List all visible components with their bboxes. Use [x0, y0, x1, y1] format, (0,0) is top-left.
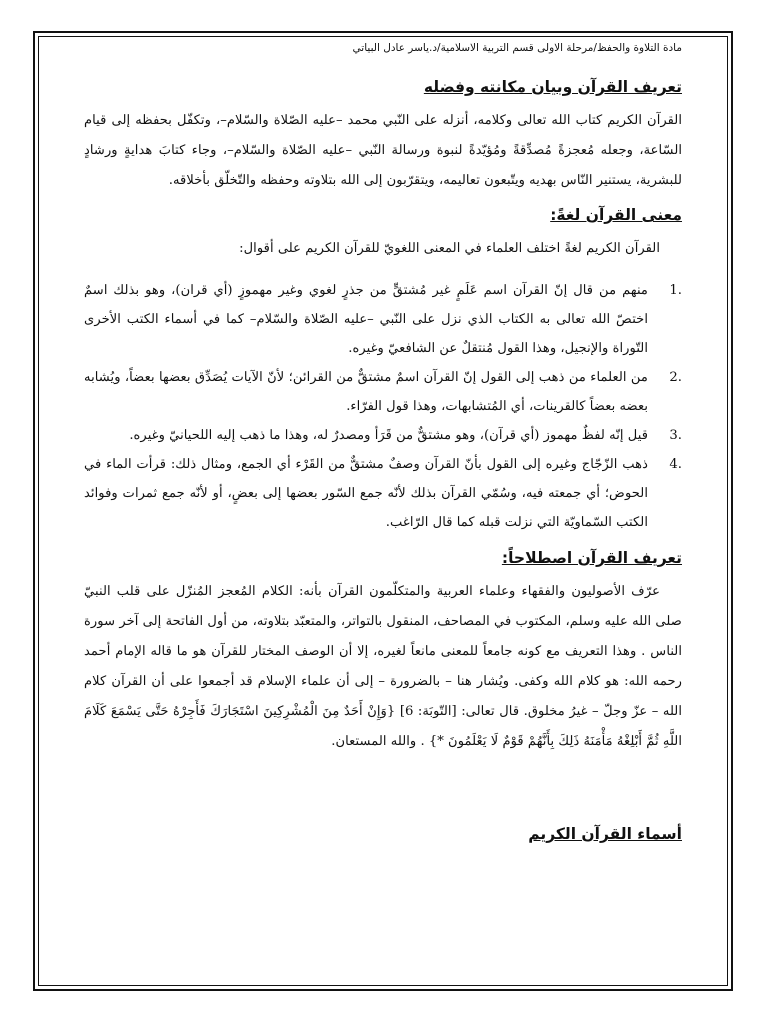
list-item-text: منهم من قال إنّ القرآن اسم عَلَمٍ غير مُشتقٍّ من جذرٍ لغوي وغير مهموزٍ (أي قران)، وهو بذلك اسمٌ اختصّ الله تعالى به الكتاب الذي نزل على النّبي –عليه الصّلاة والسّلام– كما في أسماء الكتب الأخرى التّوراة والإنجيل، وهذا القول مُنتقلٌ عن الشافعيّ وغيره.: [84, 283, 648, 356]
section-title-technical-definition: تعريف القرآن اصطلاحاً:: [501, 549, 682, 567]
spacer: [84, 767, 682, 825]
list-item: [84, 276, 682, 363]
list-item-number: 2.: [669, 370, 682, 385]
section-title-definition-and-status: تعريف القرآن وبيان مكانته وفضله: [423, 78, 682, 96]
paragraph-technical-definition: عرّف الأصوليون والفقهاء وعلماء العربية والمتكلّمون القرآن بأنه: الكلام المُعجز المُنزّل على قلب النبيّ صلى الله عليه وسلم، المكتوب في المصاحف، المنقول بالتواتر، والمتعبّد بتلاوته، من أول الفاتحة إلى آخر سورة الناس . وهذا التعريف مع كونه جامعاً للمعنى مانعاً لغيره، إلا أن الوصف المختار للقرآن هو ما قاله الإمام أحمد رحمه الله: هو كلام الله وكفى. ويُشار هنا – بالضرورة – إلى أن علماء الإسلام قد أجمعوا على أن القرآن كلام الله – عزّ وجلّ – غيرُ مخلوق. قال تعالى: [التّوبَة: 6] {وَإِنْ أَحَدٌ مِنَ الْمُشْرِكِينَ اسْتَجَارَكَ فَأَجِرْهُ حَتَّى يَسْمَعَ كَلَامَ اللَّهِ ثُمَّ أَبْلِغْهُ مَأْمَنَهُ ذَلِكَ بِأَنَّهُمْ قَوْمٌ لَا يَعْلَمُونَ *} . والله المستعان.: [84, 584, 682, 749]
paragraph-introduction: القرآن الكريم كتاب الله تعالى وكلامه، أنزله على النّبي محمد –عليه الصّلاة والسّلام–، وتكفّل بحفظه إلى قيام السّاعة، وجعله مُعجزةً مُصدِّقةً ومُؤيّدةً لنبوة ورسالة النّبي –عليه الصّلاة والسّلام–، وجاء كتابَ هدايةٍ ورشادٍ للبشرية، يستنير النّاس بهديه ويتّبعون تعاليمه، ويتقرّبون إلى الله بتلاوته وحفظه والتّخلّق بأخلاقه.: [84, 113, 682, 188]
list-item: [84, 450, 682, 537]
list-item-text: ذهب الزّجّاج وغيره إلى القول بأنّ القرآن وصفٌ مشتقٌّ من القَرْء أي الجمع، ومثال ذلك: قرأت الماء في الحوض؛ أي جمعته فيه، وسُمّي القرآن بذلك لأنّه جمع السّور بعضها إلى بعضٍ، أو لأنّه جمع ثمرات وفوائد الكتب السّماويّة التي نزلت قبله كما قال الرّاغب.: [84, 457, 648, 530]
document-body: [84, 42, 682, 853]
list-item-text: قيل إنّه لفظٌ مهموز (أي قرآن)، وهو مشتقٌّ من قَرَأ ومصدرٌ له، وهذا ما ذهب إليه اللحيانيّ وغيره.: [129, 428, 648, 443]
section-title-linguistic-meaning: معنى القرآن لغةً:: [550, 206, 682, 224]
document-header: مادة التلاوة والحفظ/مرحلة الاولى قسم التربية الاسلامية/د.ياسر عادل البياتي: [352, 42, 682, 54]
list-item-number: 4.: [669, 457, 682, 472]
paragraph-linguistic-intro: القرآن الكريم لغةً اختلف العلماء في المعنى اللغويّ للقرآن الكريم على أقوال:: [239, 241, 660, 256]
list-item: [84, 421, 682, 450]
list-item-number: 3.: [669, 428, 682, 443]
list-item-number: 1.: [669, 283, 682, 298]
numbered-list-linguistic-opinions: [84, 276, 682, 537]
section-title-names-of-quran: أسماء القرآن الكريم: [528, 825, 682, 843]
list-item: [84, 363, 682, 421]
list-item-text: من العلماء من ذهب إلى القول إنّ القرآن اسمٌ مشتقٌّ من القرائن؛ لأنّ الآيات يُصَدِّق بعضها بعضاً، ويُشابه بعضه بعضاً كالقرينات، أي المُتشابهات، وهذا قول الفرّاء.: [84, 370, 648, 414]
